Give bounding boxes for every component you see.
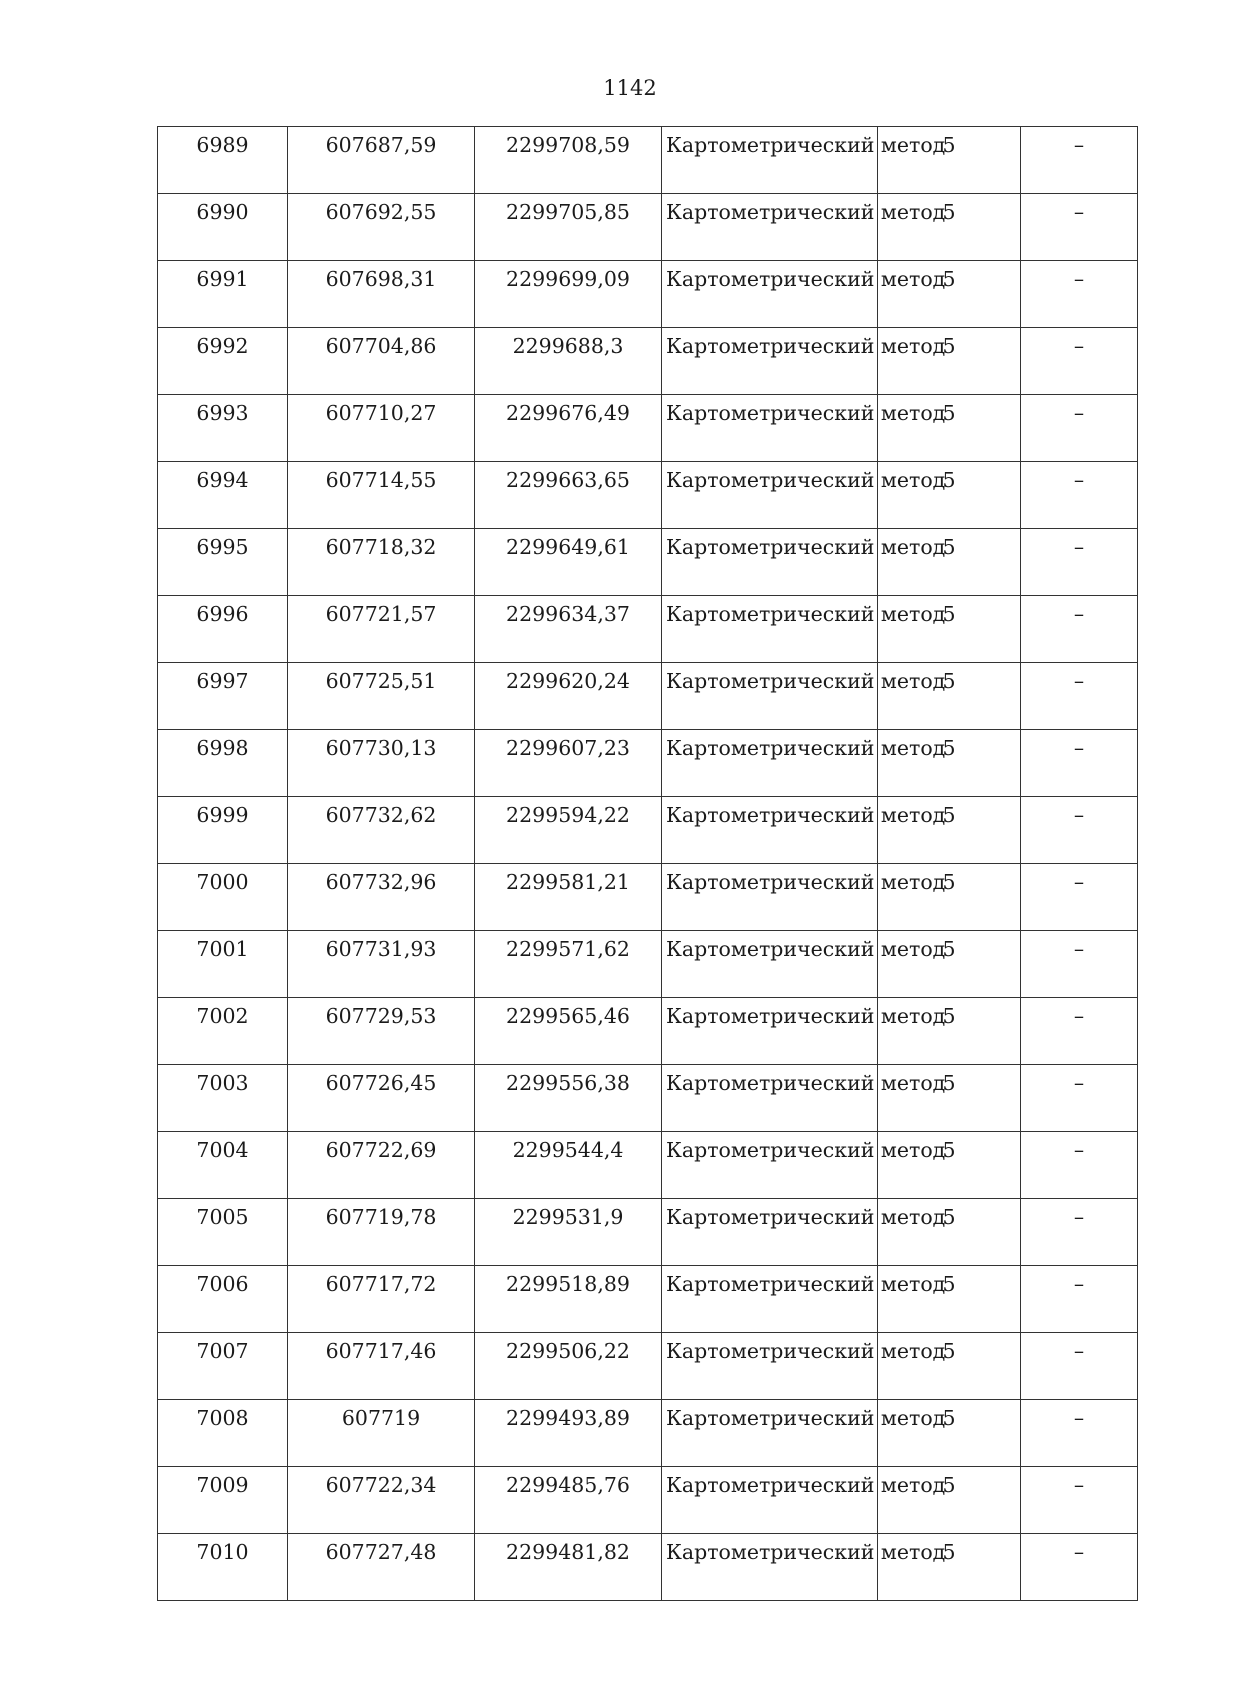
table-row	[158, 1132, 1138, 1199]
method-cell: Картометрический метод	[662, 261, 878, 328]
x-coordinate-cell: 607704,86	[288, 328, 475, 395]
y-coordinate-cell: 2299676,49	[475, 395, 662, 462]
table-row	[158, 127, 1138, 194]
y-coordinate-cell: 2299581,21	[475, 864, 662, 931]
point-number-cell: 6994	[158, 462, 288, 529]
x-coordinate-cell: 607722,34	[288, 1467, 475, 1534]
y-coordinate-cell: 2299705,85	[475, 194, 662, 261]
table-row	[158, 194, 1138, 261]
table-row	[158, 663, 1138, 730]
x-coordinate-cell: 607717,46	[288, 1333, 475, 1400]
method-cell: Картометрический метод	[662, 1199, 878, 1266]
accuracy-cell: 5	[878, 864, 1021, 931]
x-coordinate-cell: 607726,45	[288, 1065, 475, 1132]
accuracy-cell: 5	[878, 1132, 1021, 1199]
y-coordinate-cell: 2299708,59	[475, 127, 662, 194]
y-coordinate-cell: 2299531,9	[475, 1199, 662, 1266]
accuracy-cell: 5	[878, 1400, 1021, 1467]
x-coordinate-cell: 607719,78	[288, 1199, 475, 1266]
accuracy-cell: 5	[878, 797, 1021, 864]
x-coordinate-cell: 607710,27	[288, 395, 475, 462]
table-row	[158, 1333, 1138, 1400]
accuracy-cell: 5	[878, 395, 1021, 462]
accuracy-cell: 5	[878, 462, 1021, 529]
accuracy-cell: 5	[878, 596, 1021, 663]
method-cell: Картометрический метод	[662, 797, 878, 864]
x-coordinate-cell: 607731,93	[288, 931, 475, 998]
y-coordinate-cell: 2299649,61	[475, 529, 662, 596]
table-row	[158, 1199, 1138, 1266]
y-coordinate-cell: 2299556,38	[475, 1065, 662, 1132]
method-cell: Картометрический метод	[662, 596, 878, 663]
table-row	[158, 261, 1138, 328]
accuracy-cell: 5	[878, 1199, 1021, 1266]
table-row	[158, 395, 1138, 462]
x-coordinate-cell: 607725,51	[288, 663, 475, 730]
table-row	[158, 1266, 1138, 1333]
note-cell: –	[1021, 127, 1138, 194]
y-coordinate-cell: 2299571,62	[475, 931, 662, 998]
y-coordinate-cell: 2299544,4	[475, 1132, 662, 1199]
note-cell: –	[1021, 1467, 1138, 1534]
accuracy-cell: 5	[878, 261, 1021, 328]
accuracy-cell: 5	[878, 1266, 1021, 1333]
point-number-cell: 7000	[158, 864, 288, 931]
point-number-cell: 7006	[158, 1266, 288, 1333]
method-cell: Картометрический метод	[662, 1467, 878, 1534]
x-coordinate-cell: 607692,55	[288, 194, 475, 261]
accuracy-cell: 5	[878, 529, 1021, 596]
y-coordinate-cell: 2299699,09	[475, 261, 662, 328]
table-row	[158, 1400, 1138, 1467]
note-cell: –	[1021, 1065, 1138, 1132]
x-coordinate-cell: 607727,48	[288, 1534, 475, 1601]
y-coordinate-cell: 2299565,46	[475, 998, 662, 1065]
y-coordinate-cell: 2299493,89	[475, 1400, 662, 1467]
table-row	[158, 864, 1138, 931]
x-coordinate-cell: 607718,32	[288, 529, 475, 596]
point-number-cell: 7007	[158, 1333, 288, 1400]
point-number-cell: 7005	[158, 1199, 288, 1266]
table-row	[158, 596, 1138, 663]
point-number-cell: 7002	[158, 998, 288, 1065]
note-cell: –	[1021, 194, 1138, 261]
table-row	[158, 1065, 1138, 1132]
point-number-cell: 6997	[158, 663, 288, 730]
note-cell: –	[1021, 328, 1138, 395]
note-cell: –	[1021, 261, 1138, 328]
note-cell: –	[1021, 1199, 1138, 1266]
point-number-cell: 6990	[158, 194, 288, 261]
method-cell: Картометрический метод	[662, 1333, 878, 1400]
table-row	[158, 462, 1138, 529]
x-coordinate-cell: 607721,57	[288, 596, 475, 663]
method-cell: Картометрический метод	[662, 998, 878, 1065]
point-number-cell: 6998	[158, 730, 288, 797]
method-cell: Картометрический метод	[662, 395, 878, 462]
note-cell: –	[1021, 1400, 1138, 1467]
x-coordinate-cell: 607729,53	[288, 998, 475, 1065]
point-number-cell: 6999	[158, 797, 288, 864]
x-coordinate-cell: 607719	[288, 1400, 475, 1467]
y-coordinate-cell: 2299481,82	[475, 1534, 662, 1601]
x-coordinate-cell: 607714,55	[288, 462, 475, 529]
table-row	[158, 529, 1138, 596]
y-coordinate-cell: 2299594,22	[475, 797, 662, 864]
y-coordinate-cell: 2299485,76	[475, 1467, 662, 1534]
method-cell: Картометрический метод	[662, 730, 878, 797]
x-coordinate-cell: 607732,96	[288, 864, 475, 931]
point-number-cell: 7009	[158, 1467, 288, 1534]
page-number: 1142	[603, 76, 657, 100]
x-coordinate-cell: 607687,59	[288, 127, 475, 194]
y-coordinate-cell: 2299607,23	[475, 730, 662, 797]
table-row	[158, 1534, 1138, 1601]
note-cell: –	[1021, 529, 1138, 596]
accuracy-cell: 5	[878, 328, 1021, 395]
accuracy-cell: 5	[878, 730, 1021, 797]
method-cell: Картометрический метод	[662, 1132, 878, 1199]
y-coordinate-cell: 2299506,22	[475, 1333, 662, 1400]
point-number-cell: 6992	[158, 328, 288, 395]
accuracy-cell: 5	[878, 194, 1021, 261]
accuracy-cell: 5	[878, 1065, 1021, 1132]
point-number-cell: 7003	[158, 1065, 288, 1132]
y-coordinate-cell: 2299634,37	[475, 596, 662, 663]
x-coordinate-cell: 607722,69	[288, 1132, 475, 1199]
x-coordinate-cell: 607732,62	[288, 797, 475, 864]
note-cell: –	[1021, 1333, 1138, 1400]
y-coordinate-cell: 2299663,65	[475, 462, 662, 529]
note-cell: –	[1021, 462, 1138, 529]
y-coordinate-cell: 2299688,3	[475, 328, 662, 395]
note-cell: –	[1021, 1266, 1138, 1333]
y-coordinate-cell: 2299518,89	[475, 1266, 662, 1333]
accuracy-cell: 5	[878, 1333, 1021, 1400]
point-number-cell: 6995	[158, 529, 288, 596]
accuracy-cell: 5	[878, 998, 1021, 1065]
accuracy-cell: 5	[878, 663, 1021, 730]
note-cell: –	[1021, 663, 1138, 730]
method-cell: Картометрический метод	[662, 864, 878, 931]
point-number-cell: 7008	[158, 1400, 288, 1467]
note-cell: –	[1021, 998, 1138, 1065]
method-cell: Картометрический метод	[662, 931, 878, 998]
note-cell: –	[1021, 395, 1138, 462]
point-number-cell: 6989	[158, 127, 288, 194]
table-row	[158, 730, 1138, 797]
point-number-cell: 6993	[158, 395, 288, 462]
table-row	[158, 998, 1138, 1065]
method-cell: Картометрический метод	[662, 529, 878, 596]
x-coordinate-cell: 607730,13	[288, 730, 475, 797]
method-cell: Картометрический метод	[662, 1065, 878, 1132]
method-cell: Картометрический метод	[662, 663, 878, 730]
accuracy-cell: 5	[878, 931, 1021, 998]
method-cell: Картометрический метод	[662, 194, 878, 261]
method-cell: Картометрический метод	[662, 462, 878, 529]
method-cell: Картометрический метод	[662, 127, 878, 194]
method-cell: Картометрический метод	[662, 328, 878, 395]
note-cell: –	[1021, 864, 1138, 931]
note-cell: –	[1021, 730, 1138, 797]
method-cell: Картометрический метод	[662, 1534, 878, 1601]
table-row	[158, 328, 1138, 395]
note-cell: –	[1021, 797, 1138, 864]
point-number-cell: 7010	[158, 1534, 288, 1601]
table-row	[158, 1467, 1138, 1534]
accuracy-cell: 5	[878, 1534, 1021, 1601]
point-number-cell: 6996	[158, 596, 288, 663]
point-number-cell: 6991	[158, 261, 288, 328]
note-cell: –	[1021, 931, 1138, 998]
table-row	[158, 797, 1138, 864]
accuracy-cell: 5	[878, 127, 1021, 194]
coordinates-table	[157, 126, 1138, 1601]
x-coordinate-cell: 607698,31	[288, 261, 475, 328]
point-number-cell: 7001	[158, 931, 288, 998]
note-cell: –	[1021, 596, 1138, 663]
method-cell: Картометрический метод	[662, 1266, 878, 1333]
note-cell: –	[1021, 1132, 1138, 1199]
method-cell: Картометрический метод	[662, 1400, 878, 1467]
x-coordinate-cell: 607717,72	[288, 1266, 475, 1333]
table-row	[158, 931, 1138, 998]
coordinates-table-body	[158, 127, 1138, 1601]
y-coordinate-cell: 2299620,24	[475, 663, 662, 730]
note-cell: –	[1021, 1534, 1138, 1601]
point-number-cell: 7004	[158, 1132, 288, 1199]
accuracy-cell: 5	[878, 1467, 1021, 1534]
